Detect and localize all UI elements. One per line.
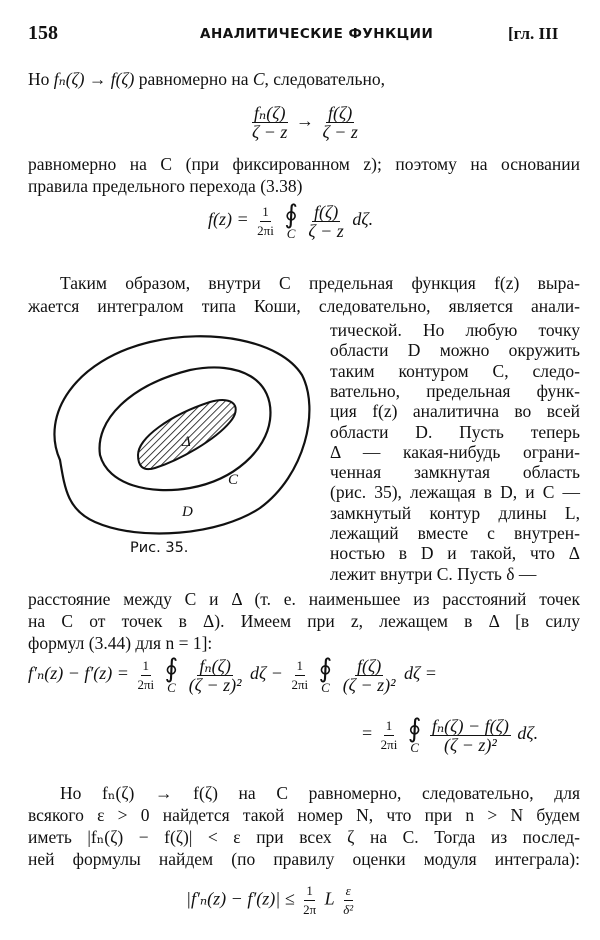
formula-derivative-difference-combined: = $\frac{1}{2\pi i}$ ∮ C $\frac{\text{fₙ(ζ) − f(ζ)}}{\text{(ζ − z)²}}$ dζ.	[362, 714, 539, 755]
figure-label-d: D	[182, 504, 193, 520]
figure-caption: Рис. 35.	[130, 540, 189, 556]
right-column-line: ченная замкнутая область	[330, 462, 580, 483]
right-column-line: области D можно окружить	[330, 340, 580, 361]
paragraph-line: равномерно на C (при фиксированном z); поэтому на основании	[28, 154, 580, 174]
paragraph-line: ней формулы найдем (по правилу оценки модуля интеграла):	[28, 849, 580, 869]
right-column-line: (рис. 35), лежащая в D, и C —	[330, 482, 580, 503]
figure-label-delta: Δ	[182, 434, 191, 450]
page-number: 158	[28, 22, 58, 44]
contour-integral-icon: ∮	[407, 714, 422, 743]
right-column-line: лежит внутри C. Пусть δ —	[330, 563, 537, 584]
right-column-line: ция f(z) аналитична во всей	[330, 401, 580, 422]
chapter-label: [гл. III	[508, 24, 559, 43]
paragraph-line: жается интегралом типа Коши, следовательно, является анали-	[28, 296, 580, 316]
contour-integral-icon: ∮	[318, 654, 333, 683]
right-column-line: вательно, предельная функ-	[330, 380, 580, 401]
paragraph-line: всякого ε > 0 найдется такой номер N, что при n > N будем	[28, 805, 580, 825]
right-column-line: лежащий вместе с внутрен-	[330, 523, 580, 543]
formula-uniform-convergence: $\frac{\text{fₙ(ζ)}}{\zeta - z}$ → $\frac{f(\zeta)}{\zeta - z}$	[252, 103, 358, 142]
formula-cauchy-integral: f(z) = $\frac{1}{2\pi i}$ ∮ C $\frac{f(\zeta)}{\zeta - z}$ dζ.	[208, 200, 374, 241]
formula-derivative-difference: f′ₙ(z) − f′(z) = $\frac{1}{2\pi i}$ ∮ C $\frac{\text{fₙ(ζ)}}{\text{(ζ − z)²}}$ dζ − $\frac{1}{2\pi i}$ ∮ C $\frac{f(\zeta)}{\text{(ζ − z)²}}$ dζ =	[28, 654, 437, 695]
paragraph-line: правила предельного перехода (3.38)	[28, 176, 303, 196]
right-column-line: области D. Пусть теперь	[330, 421, 580, 442]
right-column-line: ностью в D и такой, что Δ	[330, 543, 580, 564]
contour-integral-icon: ∮	[164, 654, 179, 683]
right-column-line: тической. Но любую точку	[330, 320, 580, 340]
paragraph-line: на C от точек в Δ). Имеем при z, лежащем в Δ [в силу	[28, 611, 580, 631]
right-column-line: таким контуром C, следо-	[330, 360, 580, 381]
paragraph-line: Таким образом, внутри C предельная функция f(z) выра-	[60, 273, 580, 293]
right-column-line: замкнутый контур длины L,	[330, 502, 580, 523]
paragraph-line: Но fₙ(ζ) → f(ζ) равномерно на C, следовательно,	[28, 69, 385, 89]
running-title: АНАЛИТИЧЕСКИЕ ФУНКЦИИ	[200, 26, 434, 42]
contour-integral-icon: ∮	[284, 200, 298, 229]
paragraph-line: иметь |fₙ(ζ) − f(ζ)| < ε при всех ζ на C. Тогда из послед-	[28, 827, 580, 847]
figure-label-c: C	[228, 472, 239, 488]
paragraph-line: Но fₙ(ζ) → f(ζ) на C равномерно, следовательно, для	[60, 783, 580, 803]
formula-modulus-estimate: |f′ₙ(z) − f′(z)| ≤ $\frac{1}{2\pi}$ L $\frac{\varepsilon}{\text{δ²}}$	[186, 883, 354, 917]
paragraph-line: формул (3.44) для n = 1]:	[28, 633, 213, 653]
paragraph-line: расстояние между C и Δ (т. е. наименьшее из расстояний точек	[28, 589, 580, 609]
figure-35	[30, 320, 320, 550]
right-column-line: Δ — какая-нибудь ограни-	[330, 441, 580, 462]
